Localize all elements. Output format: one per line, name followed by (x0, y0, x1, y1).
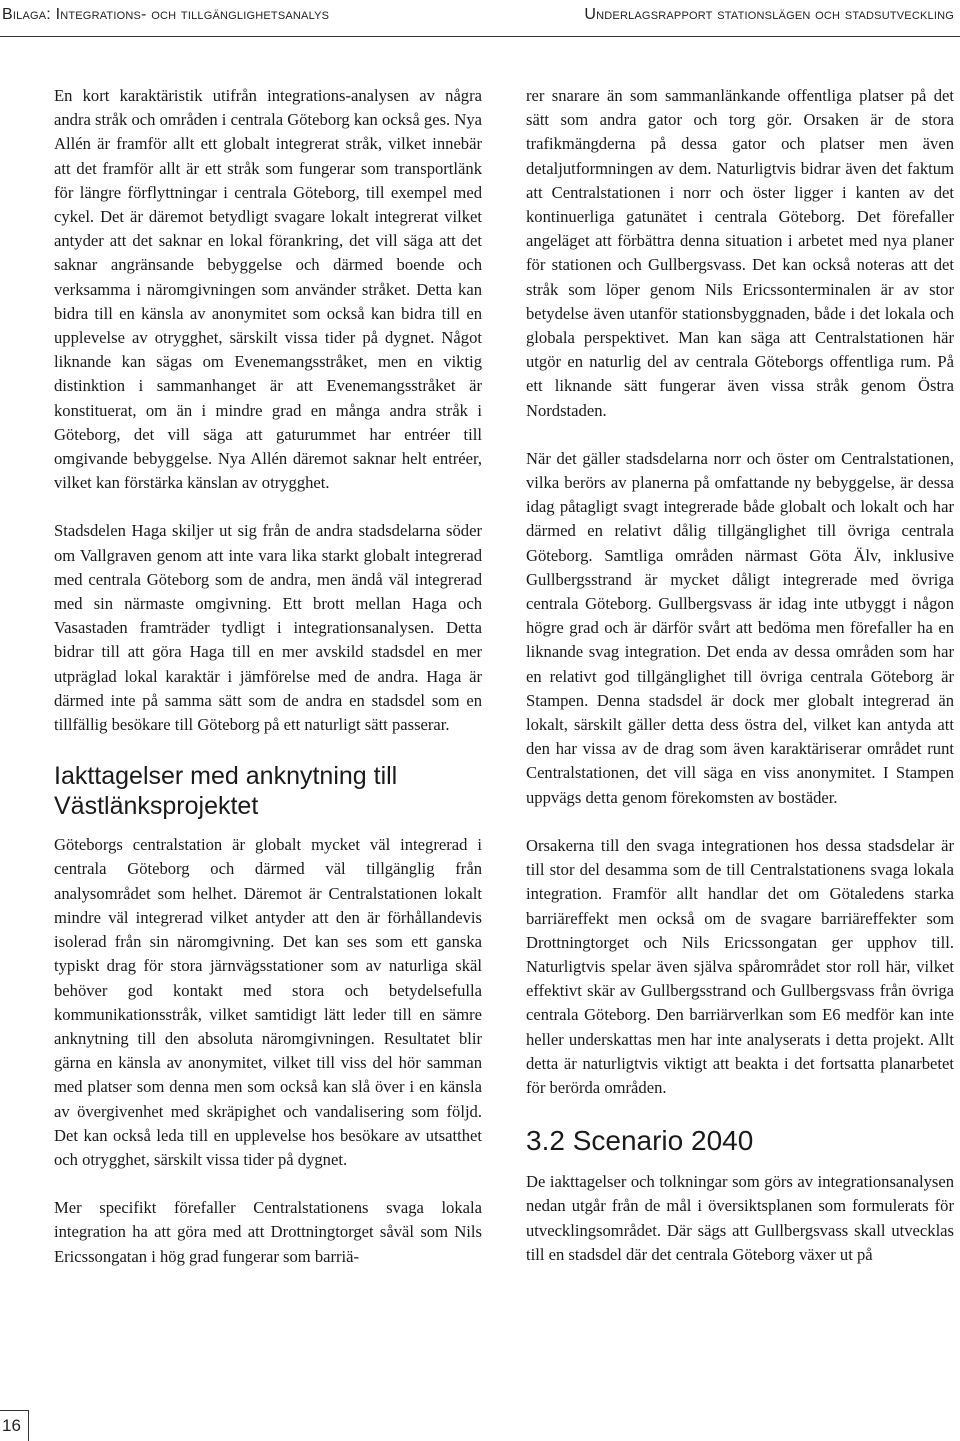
header-left-title: Bilaga: Integrations- och tillgänglighetsanalys (2, 6, 330, 23)
page-number: 16 (2, 1416, 21, 1435)
paragraph: rer snarare än som sammanlänkande offentliga platser på det sätt som andra gator och torg gör. Orsaken är de stora trafikmängderna på dessa gator och platser men även detaljutformningen av dem. Naturligtvis bidrar även det faktum att Centralstationen i norr och öster ligger i kanten av det kontinuerliga gatunätet i centrala Göteborg. Det förefaller angeläget att förbättra denna situation i arbetet med nya planer för stationen och Gullbergsvass. Det kan också noteras att det stråk som löper genom Nils Ericssonterminalen är av stor betydelse även utanför stationsbyggnaden, både i det lokala och globala perspektivet. Man kan säga att Centralstationen här utgör en naturlig del av centrala Göteborgs offentliga rum. På ett liknande sätt fungerar även vissa stråk genom Östra Nordstaden. (526, 86, 954, 420)
paragraph: De iakttagelser och tolkningar som görs av integrationsanalysen nedan utgår från de mål i översiktsplanen som formulerats för utvecklingsområdet. Där sägs att Gullbergsvass skall utvecklas till en stadsdel där det centrala Göteborg växer ut på (526, 1172, 954, 1264)
paragraph: Göteborgs centralstation är globalt mycket väl integrerad i centrala Göteborg och därmed väl tillgänglig från analysområdet som helhet. Däremot är Centralstationen lokalt mindre väl integrerad vilket antyder att den är förhållandevis isolerad från sin näromgivning. Det kan ses som ett ganska typiskt drag för stora järnvägsstationer som av naturliga skäl behöver god kontakt med stora och betydelsefulla kommunikationsstråk, vilket samtidigt lätt leder till en sämre anknytning till den absoluta näromgivningen. Resultatet blir gärna en känsla av anonymitet, vilket till viss del hör samman med platser som denna men som också kan slå över i en känsla av övergivenhet med skräpighet och vandalisering som följd. Det kan också leda till en upplevelse hos besökare av utsatthet och otrygghet, särskilt vissa tider på dygnet. (54, 835, 482, 1169)
header-right-title: Underlagsrapport stationslägen och stadsutveckling (584, 6, 954, 23)
paragraph: Orsakerna till den svaga integrationen hos dessa stadsdelar är till stor del desamma som de till Centralstationens svaga lokala integration. Framför allt handlar det om Götaledens starka barriäreffekt men också om de svagare barriäreffekter som Drottningtorget och Nils Ericssongatan ger upphov till. Naturligtvis spelar även själva spårområdet stor roll här, vilket effektivt skär av Gullbergsstrand och Gullbergsvass från övriga centrala Göteborg. Den barriärverlkan som E6 medför kan inte heller underskattas men har inte analyserats i detta projekt. Allt detta är naturligtvis viktigt att beakta i det fortsatta planarbetet för berörda områden. (526, 835, 954, 1097)
section-heading: 3.2 Scenario 2040 (526, 1125, 754, 1157)
paragraph: Stadsdelen Haga skiljer ut sig från de andra stadsdelarna söder om Vallgraven genom att inte vara lika starkt globalt integrerad med centrala Göteborg som de andra, men ändå väl integrerad med sin närmaste omgivning. Ett brott mellan Haga och Vasastaden framträder tydligt i integrationsanalysen. Detta bidrar till att göra Haga till en mer avskild stadsdel en mer utpräglad lokal karaktär i jämförelse med de andra. Haga är därmed inte på samma sätt som de andra en stadsdel som en tillfällig besökare till Göteborg på ett naturligt sätt passerar. (54, 521, 482, 735)
paragraph: En kort karaktäristik utifrån integrations-analysen av några andra stråk och områden i centrala Göteborg kan också ges. Nya Allén är framför allt ett globalt integrerat stråk, vilket innebär att det framför allt är ett stråk som fungerar som transportlänk för längre förflyttningar i centrala Göteborg, till exempel med cykel. Det är däremot betydligt svagare lokalt integrerat vilket antyder att det saknar en lokal förankring, det vill säga att det saknar angränsande bebyggelse och därmed boende och verksamma i näromgivningen som använder stråket. Detta kan bidra till en känsla av anonymitet som också kan bidra till en upplevelse av otrygghet, särskilt vissa tider på dygnet. Något liknande kan sägas om Evenemangsstråket, men en viktig distinktion i sammanhanget är att Evenemangsstråket är konstituerat, om än i mindre grad en många andra stråk i Göteborg, det vill säga att gaturummet har entréer till omgivande bebyggelse. Nya Allén däremot saknar helt entréer, vilket kan förstärka känslan av otrygghet. (54, 86, 482, 493)
left-column (54, 84, 482, 1293)
paragraph: När det gäller stadsdelarna norr och öster om Centralstationen, vilka berörs av planerna på omfattande ny bebyggelse, är dessa idag påtagligt svagt integrerade både globalt och lokalt och har därmed en relativt dålig tillgänglighet till övriga centrala Göteborg. Samtliga områden närmast Göta Älv, inklusive Gullbergsstrand är mycket dåligt integrerade med övriga centrala Göteborg. Gullbergsvass är idag inte utbyggt i någon högre grad och är därför svårt att bedöma men förefaller ha en liknande svag integration. Det enda av dessa områden som har en relativt god tillgänglighet till övriga centrala Göteborg är Stampen. Denna stadsdel är dock mer globalt integrerad än lokalt, särskilt gäller detta dess östra del, vilket kan antyda att den har vissa av de drag som även karaktäriserar området runt Centralstationen, det vill säga en viss anonymitet. I Stampen uppvägs detta genom förekomsten av bostäder. (526, 448, 954, 807)
section-heading: Iakttagelser med anknytning till Västlänksprojektet (54, 762, 398, 821)
paragraph: Mer specifikt förefaller Centralstationens svaga lokala integration ha att göra med att Drottningtorget såväl som Nils Ericssongatan i hög grad fungerar som barriä- (54, 1198, 482, 1266)
header-divider (0, 36, 960, 37)
right-column (526, 84, 954, 1291)
